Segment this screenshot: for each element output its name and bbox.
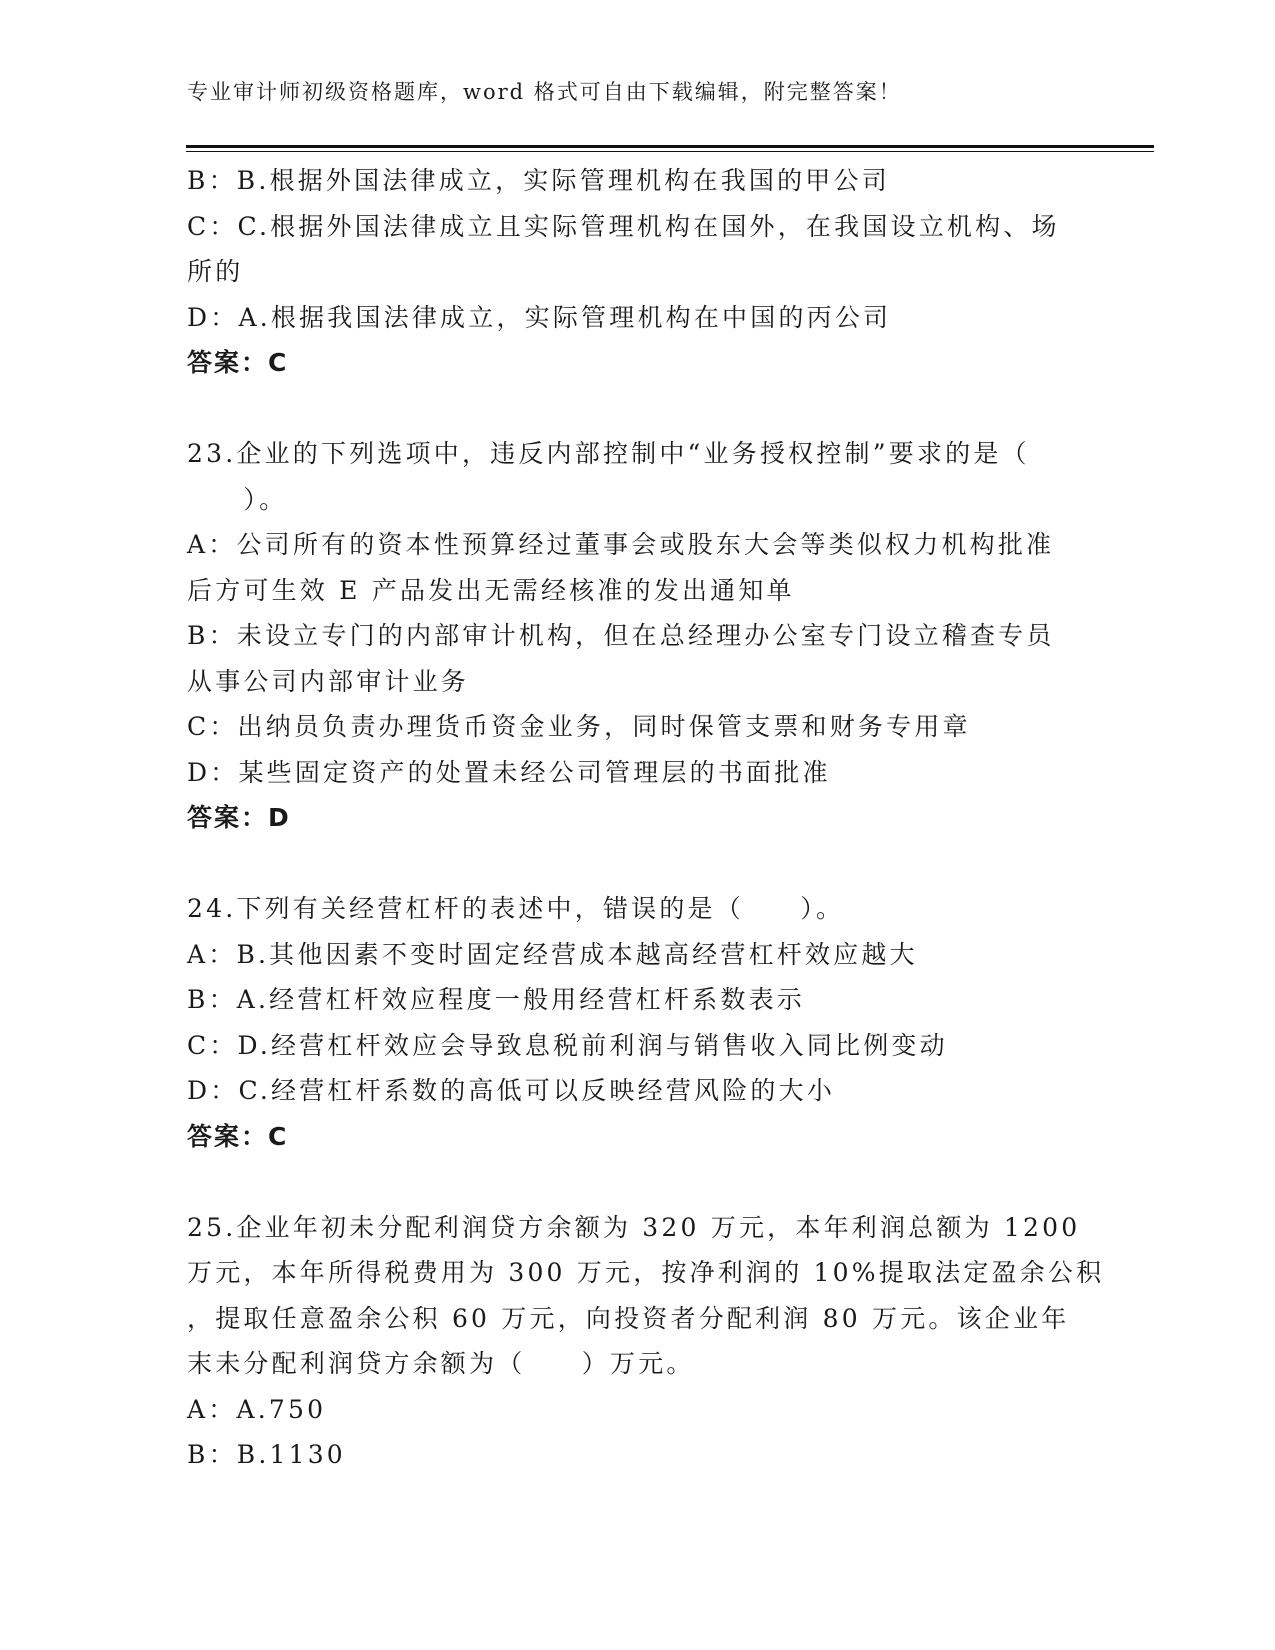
header-rule-thick xyxy=(186,145,1154,148)
option-line: 所的 xyxy=(187,257,244,286)
answer-line: 答案：C xyxy=(187,348,289,377)
question-23 xyxy=(187,431,1087,841)
option-b xyxy=(187,158,1087,204)
option-b: B：B.1130 xyxy=(187,1440,346,1469)
answer-line: 答案：D xyxy=(187,803,291,832)
question-stem: 23.企业的下列选项中，违反内部控制中“业务授权控制”要求的是（ xyxy=(187,439,1030,468)
option-a xyxy=(187,522,1087,613)
option-line: 从事公司内部审计业务 xyxy=(187,666,470,696)
spacer xyxy=(187,386,1087,432)
question-content xyxy=(187,158,1105,1478)
question-24 xyxy=(187,886,1087,1159)
option-line: C：C.根据外国法律成立且实际管理机构在国外，在我国设立机构、场 xyxy=(187,211,1060,241)
question-stem: 末未分配利润贷方余额为（ ）万元。 xyxy=(187,1349,695,1378)
option-c xyxy=(187,204,1087,295)
option-c: C：D.经营杠杆效应会导致息税前利润与销售收入同比例变动 xyxy=(187,1030,948,1060)
page-header: 专业审计师初级资格题库，word 格式可自由下载编辑，附完整答案！ xyxy=(187,80,902,104)
spacer xyxy=(187,841,1087,887)
option-a: A：B.其他因素不变时固定经营成本越高经营杠杆效应越大 xyxy=(187,939,918,969)
option-c xyxy=(187,704,1087,750)
question-25 xyxy=(187,1205,1105,1478)
option-d xyxy=(187,295,1087,341)
option-line: B：未设立专门的内部审计机构，但在总经理办公室专门设立稽查专员 xyxy=(187,621,1055,650)
option-b xyxy=(187,613,1087,704)
option-line: 后方可生效 E 产品发出无需经核准的发出通知单 xyxy=(187,575,795,605)
option-d xyxy=(187,750,1087,796)
question-stem: 万元，本年所得税费用为 300 万元，按净利润的 10%提取法定盈余公积 xyxy=(187,1258,1105,1287)
question-stem: 24.下列有关经营杠杆的表述中，错误的是（ ）。 xyxy=(187,894,845,923)
option-line: A：公司所有的资本性预算经过董事会或股东大会等类似权力机构批准 xyxy=(187,530,1055,559)
spacer xyxy=(187,1159,1087,1205)
question-stem: ）。 xyxy=(187,484,288,514)
header-rule-thin xyxy=(186,151,1154,152)
question-stem: 25.企业年初未分配利润贷方余额为 320 万元，本年利润总额为 1200 xyxy=(187,1212,1081,1242)
option-line: D：A.根据我国法律成立，实际管理机构在中国的丙公司 xyxy=(187,302,892,332)
option-line: D：某些固定资产的处置未经公司管理层的书面批准 xyxy=(187,757,831,787)
option-d: D：C.经营杠杆系数的高低可以反映经营风险的大小 xyxy=(187,1076,836,1105)
option-line: C：出纳员负责办理货币资金业务，同时保管支票和财务专用章 xyxy=(187,712,971,741)
option-b: B：A.经营杠杆效应程度一般用经营杠杆系数表示 xyxy=(187,985,805,1014)
option-line: B：B.根据外国法律成立，实际管理机构在我国的甲公司 xyxy=(187,166,890,195)
option-a: A：A.750 xyxy=(187,1394,327,1424)
question-22-tail xyxy=(187,158,1087,386)
answer-line: 答案：C xyxy=(187,1121,289,1151)
question-stem: ，提取任意盈余公积 60 万元，向投资者分配利润 80 万元。该企业年 xyxy=(187,1303,1070,1333)
